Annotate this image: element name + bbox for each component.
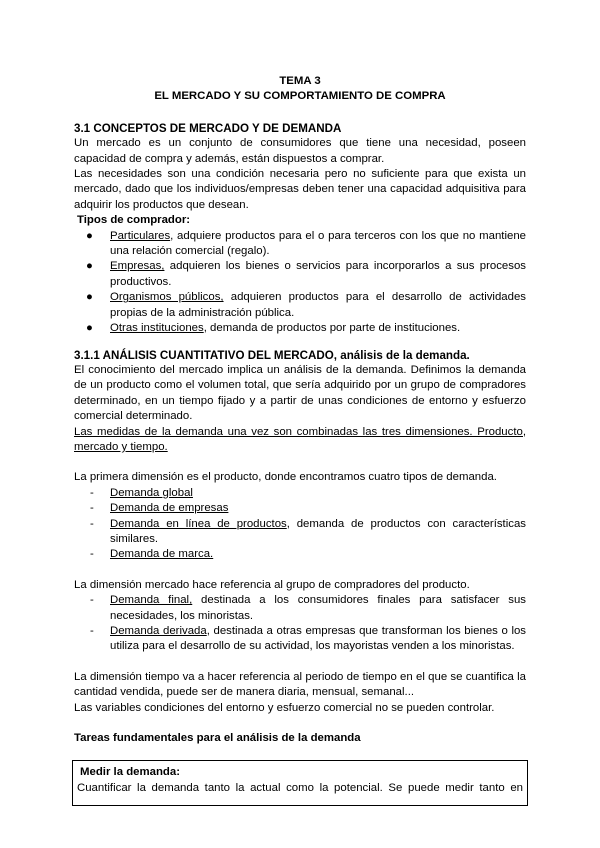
demand-term: Demanda final, [110,594,193,607]
dash-marker: - [90,486,94,499]
demand-description: , demanda de productos con características similares. [110,517,526,545]
document-page [74,74,526,806]
box-title: Medir la demanda: [80,766,181,779]
list-item [74,290,526,321]
buyer-term: Otras instituciones [110,322,204,335]
paragraph-time-dimension: La dimensión tiempo va a hacer referencia al periodo de tiempo en el que se cuantifica la cantidad vendida, puede ser de manera diaria, mensual, semanal... [74,670,526,699]
bullet-marker: ● [86,229,93,242]
list-item [74,547,526,562]
dash-marker: - [90,502,94,515]
dash-marker: - [90,517,94,530]
section-heading-3-1-1: 3.1.1 ANÁLISIS CUANTITATIVO DEL MERCADO, análisis de la demanda. [74,348,470,362]
topic-number: TEMA 3 [279,75,321,87]
bullet-marker: ● [86,260,93,273]
paragraph-market-definition: Un mercado es un conjunto de consumidores que tiene una necesidad, poseen capacidad de compra y además, están dispuestos a comprar. [74,137,526,165]
paragraph-dimensions: Las medidas de la demanda una vez son combinadas las tres dimensiones. Producto, mercado y tiempo. [74,425,526,453]
buyer-term: Empresas, [110,260,165,273]
box-text: Cuantificar la demanda tanto la actual como la potencial. Se puede medir tanto en [77,781,523,794]
list-item [74,593,526,624]
demand-term: Demanda en línea de productos [110,517,287,530]
paragraph-market-dimension: La dimensión mercado hace referencia al grupo de compradores del producto. [74,578,470,591]
list-item [74,517,526,548]
list-item [74,486,526,501]
buyer-description: adquieren productos para el desarrollo de actividades propias de la administración pública. [110,291,526,319]
paragraph-variables: Las variables condiciones del entorno y esfuerzo comercial no se pueden controlar. [74,701,495,714]
bullet-marker: ● [86,322,93,335]
list-item [74,321,526,336]
paragraph-demand-definition: El conocimiento del mercado implica un análisis de la demanda. Definimos la demanda de un producto como el volumen total, que sería adquirido por un grupo de compradores determinado, en un tiempo fijado y a partir de unas condiciones de entorno y esfuerzo comercial determinado. [74,363,526,423]
paragraph-needs: Las necesidades son una condición necesaria pero no suficiente para que exista un mercado, dado que los individuos/empresas deben tener una capacidad adquisitiva para adquirir los productos que desean. [74,168,526,211]
demand-description: destinada a los consumidores finales para satisfacer sus necesidades, los minoristas. [110,594,526,622]
market-demand-list [74,593,526,655]
demand-term: Demanda derivada [110,625,207,637]
buyer-types-list [74,229,526,337]
dash-marker: - [90,625,94,637]
list-item [74,501,526,516]
buyer-description: adquieren los bienes o servicios para incorporarlos a sus procesos productivos. [110,260,526,288]
list-item [74,229,526,260]
demand-term: Demanda global [110,486,193,499]
demand-term: Demanda de empresas [110,502,229,515]
document-title: EL MERCADO Y SU COMPORTAMIENTO DE COMPRA [154,90,446,103]
paragraph-product-dimension: La primera dimensión es el producto, donde encontramos cuatro tipos de demanda. [74,471,497,484]
measure-demand-box [72,760,528,806]
dash-marker: - [90,548,94,561]
buyer-types-heading: Tipos de comprador: [77,214,191,227]
buyer-term: Particulares [110,229,171,242]
tasks-heading: Tareas fundamentales para el análisis de la demanda [74,732,361,745]
buyer-description: , adquiere productos para el o para terceros con los que no mantiene una relación comercial (regalo). [110,229,526,258]
list-item [74,624,526,655]
demand-term: Demanda de marca. [110,548,214,561]
dash-marker: - [90,594,94,607]
demand-description: , destinada a otras empresas que transforman los bienes o los utiliza para el desarrollo de su actividad, los mayoristas venden a los minoristas. [110,625,527,653]
section-heading-3-1: 3.1 CONCEPTOS DE MERCADO Y DE DEMANDA [74,121,342,135]
bullet-marker: ● [86,291,93,304]
product-demand-list [74,486,526,563]
buyer-term: Organismos públicos, [110,291,224,304]
list-item [74,259,526,290]
buyer-description: , demanda de productos por parte de instituciones. [203,322,461,335]
